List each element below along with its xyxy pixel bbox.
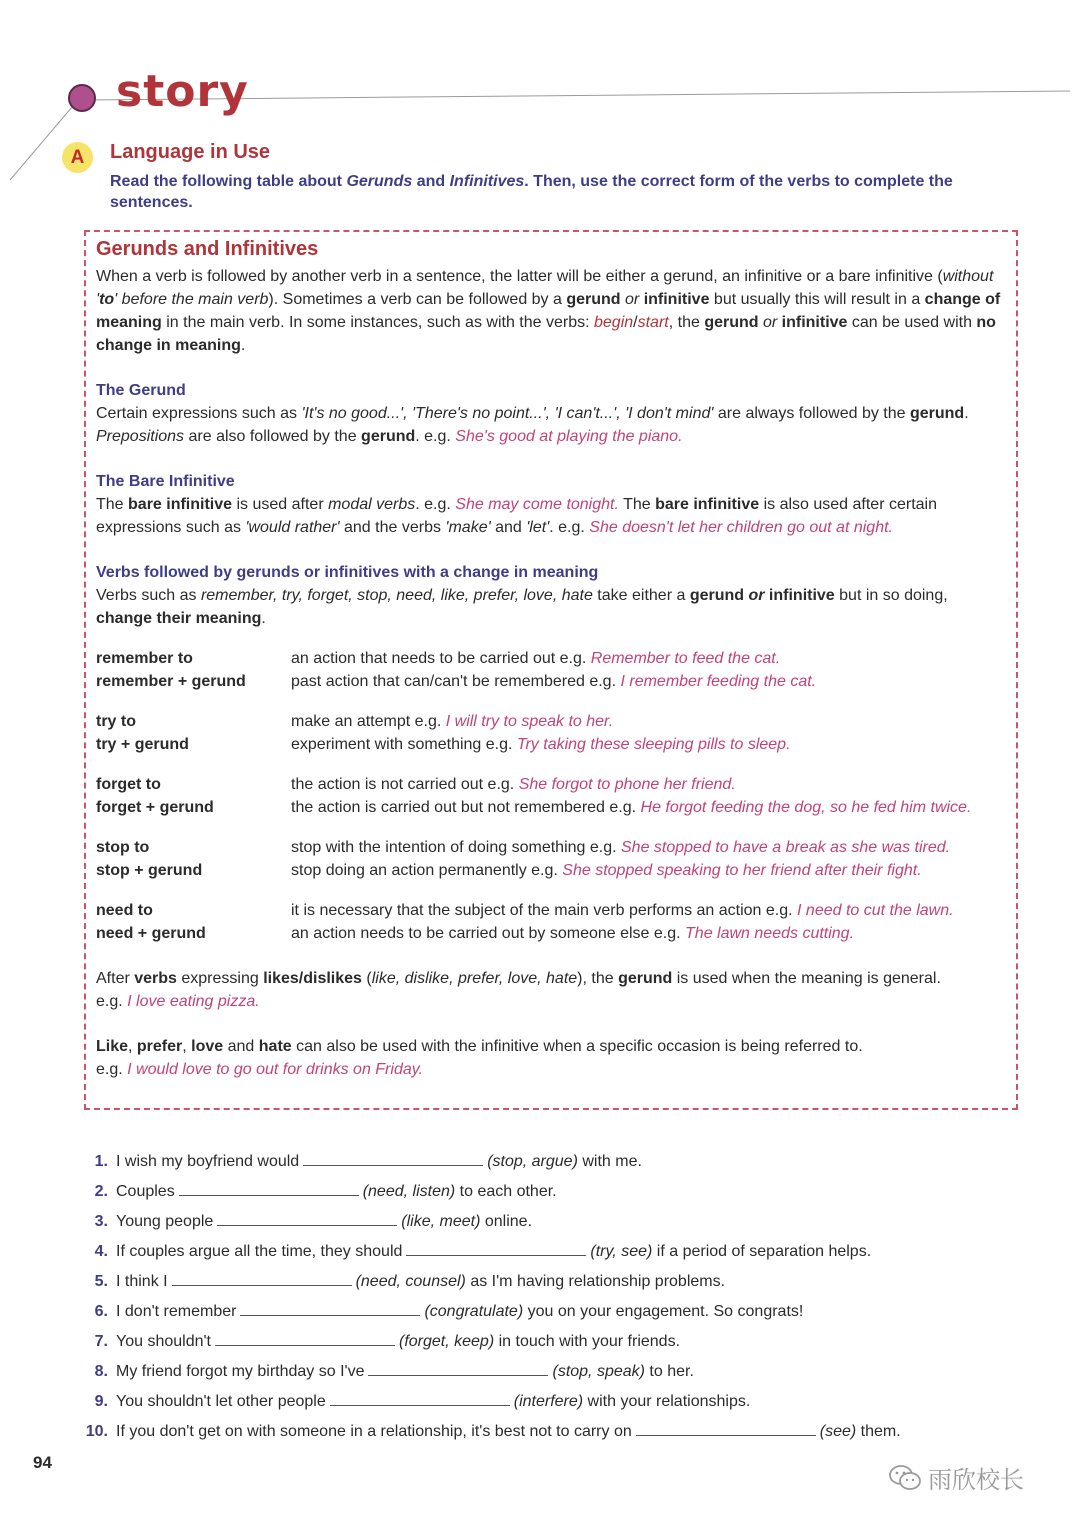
answer-blank[interactable] [330, 1390, 510, 1406]
answer-blank[interactable] [172, 1270, 352, 1286]
verb-pair-forget: forget to forget + gerund the action is not carried out e.g. She forgot to phone her friend. the action is carried out but not remembered e.g. He forgot feeding the dog, so he fed him twice. [96, 776, 972, 816]
exercise-item: 3. Young people (like, meet) online. [80, 1210, 1020, 1240]
answer-blank[interactable] [217, 1210, 397, 1226]
exercise-item: 1. I wish my boyfriend would (stop, argue) with me. [80, 1150, 1020, 1180]
exercise-item: 8. My friend forgot my birthday so I've (stop, speak) to her. [80, 1360, 1020, 1390]
likes-paragraph: After verbs expressing likes/dislikes (like, dislike, prefer, love, hate), the gerund is used when the meaning is general. e.g. I love eating pizza. [96, 970, 941, 1010]
verb-pair-stop: stop to stop + gerund stop with the intention of doing something e.g. She stopped to have a break as she was tired. stop doing an action permanently e.g. She stopped speaking to her friend after their fight. [96, 839, 951, 879]
section-badge: A [62, 142, 93, 173]
exercise-item: 7. You shouldn't (forget, keep) in touch with your friends. [80, 1330, 1020, 1360]
verb-pair-remember: remember to remember + gerund an action that needs to be carried out e.g. Remember to feed the cat. past action that can/can't be remembered e.g. I remember feeding the cat. [96, 650, 817, 690]
specific-occasion-paragraph: Like, prefer, love and hate can also be used with the infinitive when a specific occasion is being referred to. e.g. I would love to go out for drinks on Friday. [96, 1038, 863, 1078]
grammar-box-content [96, 238, 1006, 1081]
exercise-item: 2. Couples (need, listen) to each other. [80, 1180, 1020, 1210]
answer-blank[interactable] [240, 1300, 420, 1316]
change-meaning-heading: Verbs followed by gerunds or infinitives with a change in meaning [96, 564, 599, 581]
answer-blank[interactable] [636, 1420, 816, 1436]
intro-paragraph: When a verb is followed by another verb in a sentence, the latter will be either a gerund, an infinitive or a bare infinitive (without 'to' before the main verb). Sometimes a verb can be followed by a gerund or infinitive but usually this will result in a change of meaning in the main verb. In some instances, such as with the verbs: begin/start, the gerund or infinitive can be used with no change in meaning. [96, 268, 1001, 354]
exercise-list [80, 1150, 1020, 1450]
gerund-heading: The Gerund [96, 382, 186, 399]
section-instructions: Read the following table about Gerunds and Infinitives. Then, use the correct form of the verbs to complete the sentences. [110, 173, 953, 211]
page-title: story [116, 66, 249, 117]
answer-blank[interactable] [406, 1240, 586, 1256]
wechat-icon [888, 1464, 922, 1492]
verb-pair-need: need to need + gerund it is necessary that the subject of the main verb performs an action e.g. I need to cut the lawn. an action needs to be carried out by someone else e.g. The lawn needs cutting. [96, 902, 954, 942]
header-dot [69, 85, 95, 111]
exercise-item: 9. You shouldn't let other people (interfere) with your relationships. [80, 1390, 1020, 1420]
bare-infinitive-paragraph: The bare infinitive is used after modal verbs. e.g. She may come tonight. The bare infinitive is also used after certain expressions such as 'would rather' and the verbs 'make' and 'let'. e.g. She doesn't let her children go out at night. [96, 496, 937, 536]
gerund-paragraph: Certain expressions such as 'It's no good...', 'There's no point...', 'I can't...', 'I don't mind' are always followed by the gerund. Prepositions are also followed by the gerund. e.g. She's good at playing the piano. [96, 405, 969, 445]
answer-blank[interactable] [179, 1180, 359, 1196]
answer-blank[interactable] [368, 1360, 548, 1376]
section-title: Language in Use [110, 141, 271, 163]
exercise-item: 4. If couples argue all the time, they should (try, see) if a period of separation helps. [80, 1240, 1020, 1270]
bare-infinitive-heading: The Bare Infinitive [96, 473, 235, 490]
grammar-box-title: Gerunds and Infinitives [96, 238, 319, 260]
answer-blank[interactable] [215, 1330, 395, 1346]
exercise-item: 5. I think I (need, counsel) as I'm having relationship problems. [80, 1270, 1020, 1300]
answer-blank[interactable] [303, 1150, 483, 1166]
exercise-item: 10. If you don't get on with someone in a relationship, it's best not to carry on (see) them. [80, 1420, 1020, 1450]
exercise-item: 6. I don't remember (congratulate) you on your engagement. So congrats! [80, 1300, 1020, 1330]
verb-pair-try: try to try + gerund make an attempt e.g. I will try to speak to her. experiment with something e.g. Try taking these sleeping pills to sleep. [96, 713, 791, 753]
change-meaning-paragraph: Verbs such as remember, try, forget, stop, need, like, prefer, love, hate take either a gerund or infinitive but in so doing, change their meaning. [96, 587, 948, 627]
watermark: 雨欣校长 [888, 1460, 1024, 1495]
page-number: 94 [33, 1453, 52, 1472]
